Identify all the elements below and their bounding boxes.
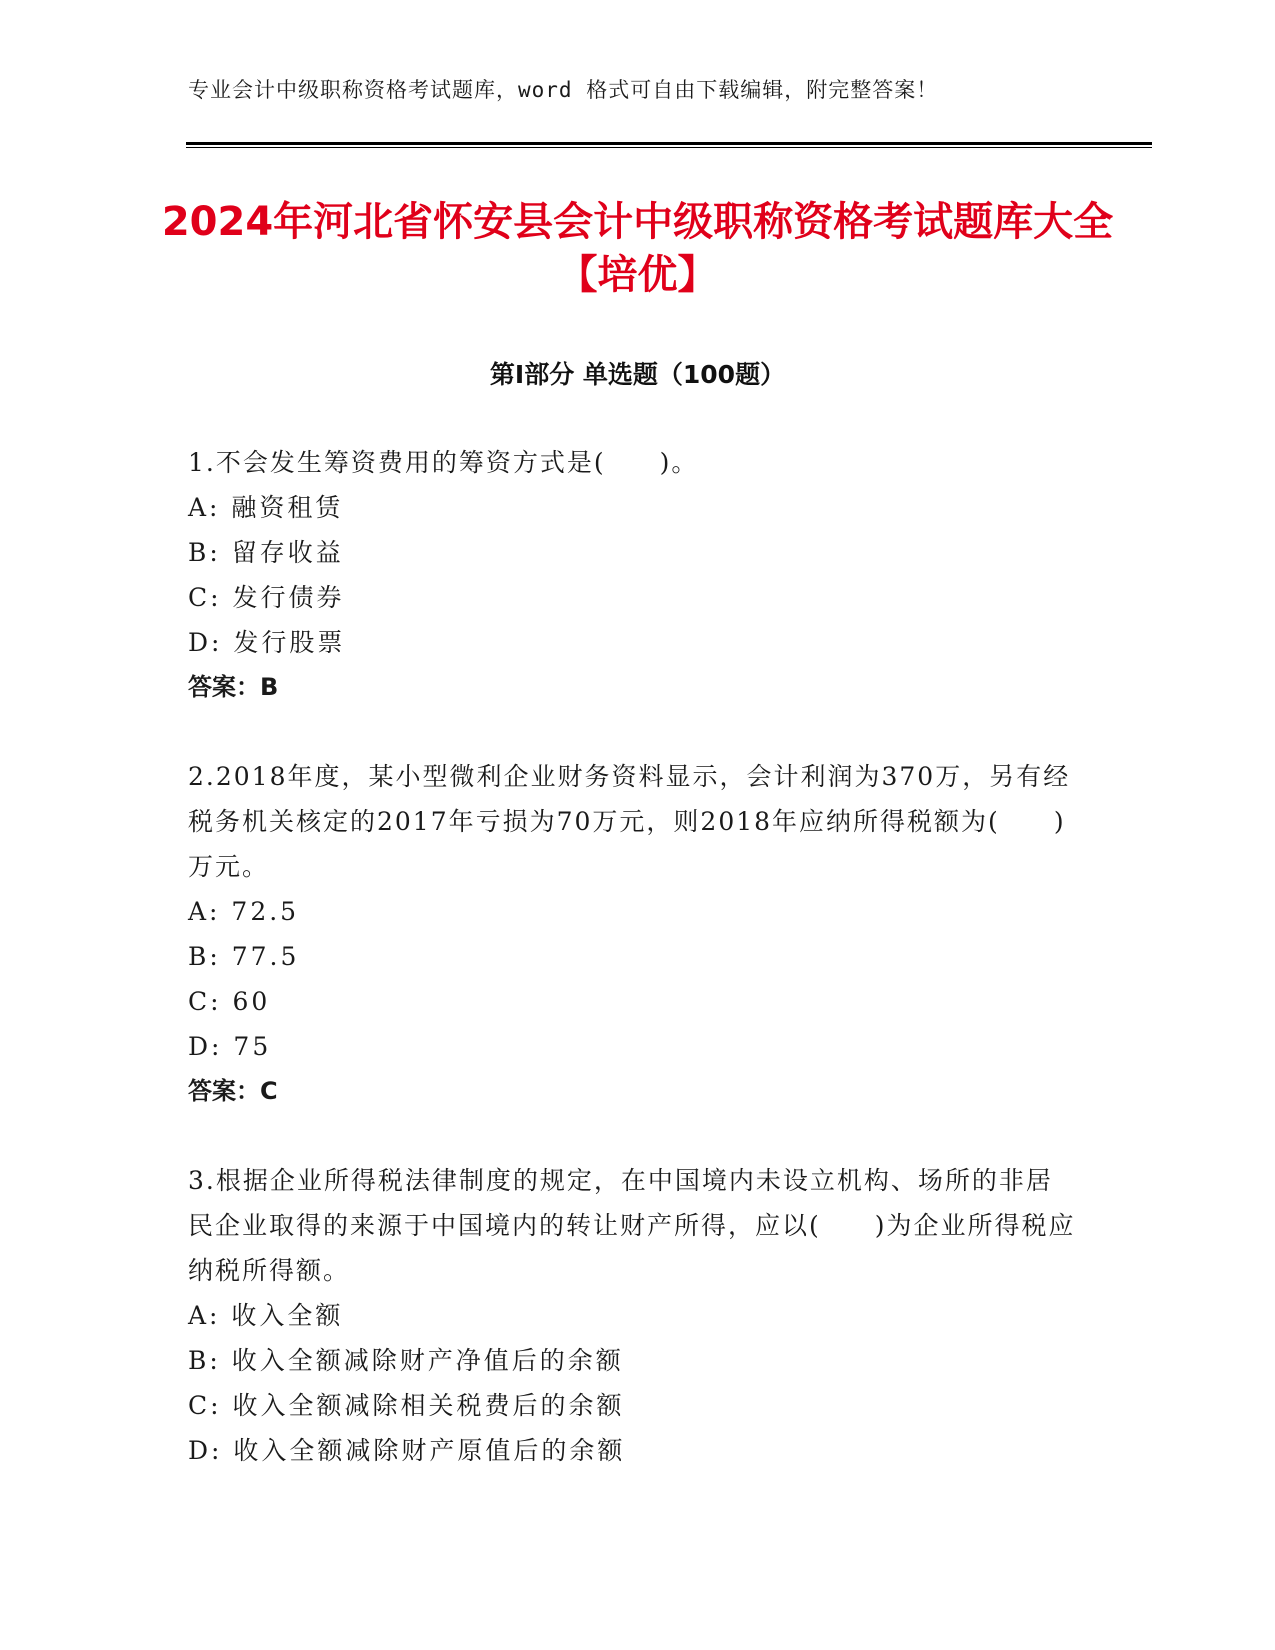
option-c: C: 60 (188, 987, 271, 1016)
question-stem: 2.2018年度，某小型微利企业财务资料显示，会计利润为370万，另有经税务机关核定的2017年亏损为70万元，则2018年应纳所得税额为( )万元。 (188, 762, 1071, 881)
option-d: D: 收入全额减除财产原值后的余额 (188, 1436, 626, 1465)
question-1 (188, 440, 1078, 710)
question-stem: 1.不会发生筹资费用的筹资方式是( )。 (188, 448, 699, 477)
header-divider (186, 142, 1152, 148)
option-d: D: 发行股票 (188, 628, 346, 657)
document-title: 2024年河北省怀安县会计中级职称资格考试题库大全【培优】 (161, 199, 1114, 298)
option-c: C: 发行债券 (188, 583, 345, 612)
answer-line: 答案：C (188, 1077, 278, 1105)
option-a: A: 融资租赁 (188, 493, 344, 522)
option-b: B: 收入全额减除财产净值后的余额 (188, 1346, 624, 1375)
question-2 (188, 754, 1078, 1114)
option-c: C: 收入全额减除相关税费后的余额 (188, 1391, 625, 1420)
header-note: 专业会计中级职称资格考试题库，word 格式可自由下载编辑，附完整答案！ (188, 78, 939, 102)
answer-line: 答案：B (188, 673, 279, 701)
option-a: A: 收入全额 (188, 1301, 344, 1330)
option-d: D: 75 (188, 1032, 272, 1061)
option-b: B: 77.5 (188, 942, 300, 971)
question-stem: 3.根据企业所得税法律制度的规定，在中国境内未设立机构、场所的非居民企业取得的来源于中国境内的转让财产所得，应以( )为企业所得税应纳税所得额。 (188, 1166, 1076, 1285)
question-list (188, 440, 1078, 1517)
section-heading: 第Ⅰ部分 单选题（100题） (489, 360, 786, 389)
option-a: A: 72.5 (188, 897, 300, 926)
question-3 (188, 1158, 1078, 1473)
option-b: B: 留存收益 (188, 538, 344, 567)
